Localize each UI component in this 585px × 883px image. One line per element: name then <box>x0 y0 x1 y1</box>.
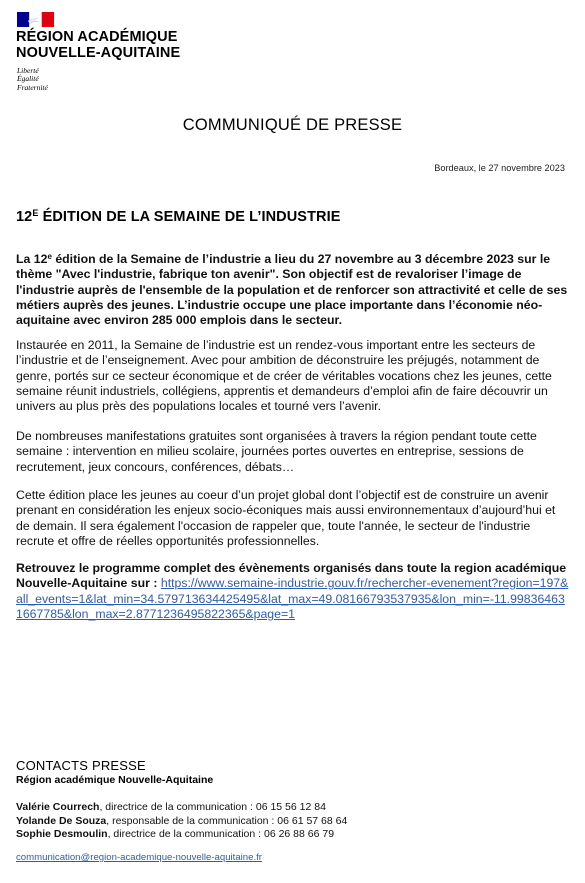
contacts-list <box>16 801 347 842</box>
press-release-title <box>16 208 341 225</box>
body-paragraph-history: Instaurée en 2011, la Semaine de l’industrie est un rendez-vous important entre les secteurs de l’industrie et de l’enseignement. Avec pour ambition de déconstruire les préjugés, notamment de genre, portés sur ce secteur économique et de créer de véritables vocations chez les jeunes, cette semaine réunit industriels, collégiens, apprentis et demandeurs d’emploi afin de faire découvrir un univers au plus près des populations locales et tourné vers l’avenir. <box>16 338 552 414</box>
contact-role: , directrice de la communication : 06 26 88 66 79 <box>107 828 335 841</box>
lead-ordinal-suffix: e <box>47 252 52 261</box>
body-paragraph-program <box>16 561 571 622</box>
contact-line <box>16 815 347 829</box>
dateline: Bordeaux, le 27 novembre 2023 <box>434 163 565 173</box>
motto-egalite: Égalité <box>17 74 39 84</box>
lead-paragraph <box>16 249 571 328</box>
program-link[interactable]: https://www.semaine-industrie.gouv.fr/rechercher-evenement?region=197&all_events=1&lat_min=34.579713634425495&lat_max=49.08166793537935&lon_min=-11.998364631667785&lon_max=2.8771236495822365&page=1 <box>16 576 569 621</box>
lead-text-rest: édition de la Semaine de l’industrie a lieu du 27 novembre au 3 décembre 2023 sur le thème "Avec l'industrie, fabrique ton avenir". Son objectif est de revaloriser l’image de l'industrie auprès de l'ensemble de la population et de renforcer son attractivité et celle de ses métiers auprès des jeunes. L’industrie occupe une place importante dans l’économie néo-aquitaine avec environ 285 000 emplois dans le secteur. <box>16 252 568 328</box>
contact-role: , responsable de la communication : 06 61 57 68 64 <box>106 814 348 827</box>
republic-motto <box>17 67 48 92</box>
title-text: ÉDITION DE LA SEMAINE DE L’INDUSTRIE <box>38 209 341 225</box>
contact-line <box>16 828 347 842</box>
contact-name: Sophie Desmoulin <box>16 828 108 841</box>
body-paragraph-youth: Cette édition place les jeunes au coeur d’un projet global dont l’objectif est de construire un avenir prenant en considération les enjeux socio-éconiques mais aussi environnementaux d’aujourd’hui et de demain. Il sera également l'occasion de rappeler que, toute l'année, le secteur de l'industrie recrute et offre de réelles opportunités professionnelles. <box>16 488 556 548</box>
title-number: 12 <box>16 209 33 225</box>
title-ordinal-suffix: E <box>32 208 39 218</box>
region-name-line1: RÉGION ACADÉMIQUE <box>16 29 178 45</box>
republic-flag-icon <box>17 12 54 27</box>
contact-name: Valérie Courrech <box>16 801 100 813</box>
region-name <box>16 29 180 61</box>
body-paragraph-events: De nombreuses manifestations gratuites sont organisées à travers la région pendant toute cette semaine : intervention en milieu scolaire, journées portes ouvertes en entreprise, sessions de recrutement, jeux concours, conférences, débats… <box>16 429 537 474</box>
document-type-heading: COMMUNIQUÉ DE PRESSE <box>182 116 403 134</box>
lead-text-start: La 12 <box>16 252 48 266</box>
contact-name: Yolande De Souza <box>16 814 107 827</box>
region-name-line2: NOUVELLE-AQUITAINE <box>16 45 181 61</box>
contact-email-link[interactable]: communication@region-academique-nouvelle-aquitaine.fr <box>16 852 262 863</box>
contact-role: , directrice de la communication : 06 15 56 12 84 <box>99 801 326 813</box>
motto-liberte: Liberté <box>17 66 39 75</box>
contact-line <box>16 801 347 815</box>
program-intro: Retrouvez le programme complet des évènements organisés dans toute la region académique Nouvelle-Aquitaine sur : <box>16 561 567 591</box>
motto-fraternite: Fraternité <box>17 82 48 92</box>
contacts-organization: Région académique Nouvelle-Aquitaine <box>16 774 214 786</box>
contacts-heading: CONTACTS PRESSE <box>16 758 146 773</box>
